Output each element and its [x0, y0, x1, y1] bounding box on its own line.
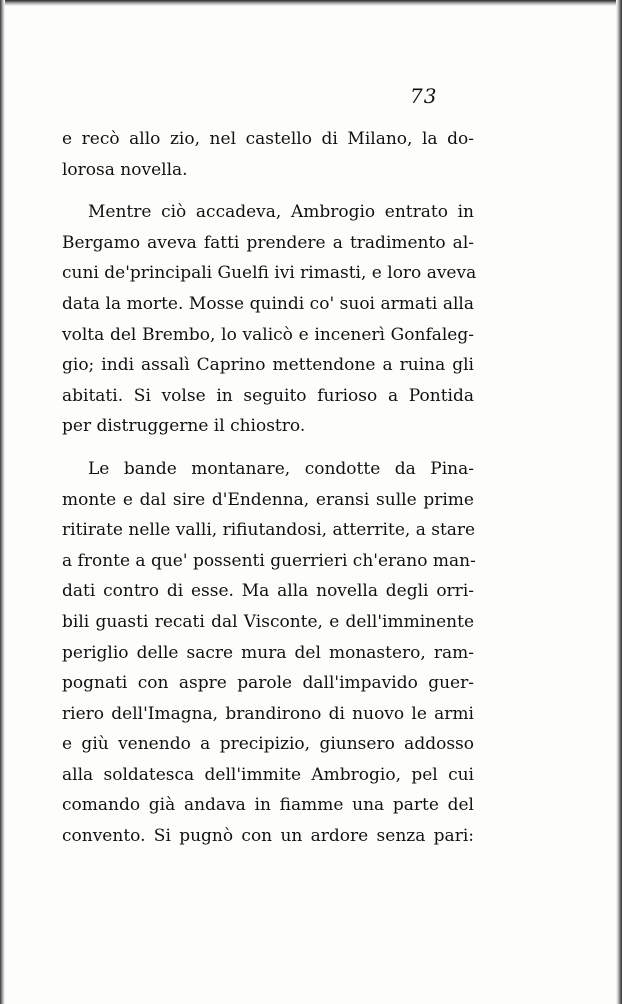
text-line: Bergamo aveva fatti prendere a tradimento al- [62, 232, 474, 253]
text-line: periglio delle sacre mura del monastero, ram- [62, 642, 474, 663]
text-line: convento. Si pugnò con un ardore senza pari: [62, 826, 474, 847]
text-line: pognati con aspre parole dall'impavido guer- [62, 673, 474, 694]
text-line: Le bande montanare, condotte da Pina- [88, 458, 474, 479]
body-text [62, 124, 477, 852]
text-line: bili guasti recati dal Visconte, e dell'imminente [62, 611, 474, 632]
text-line: ritirate nelle valli, rifiutandosi, atterrite, a stare [62, 520, 476, 541]
text-line: comando già andava in fiamme una parte del [62, 795, 474, 816]
text-line: lorosa novella. [62, 159, 188, 180]
page-top-shadow [0, 0, 622, 6]
page-left-shadow [0, 0, 5, 1004]
text-line: per distruggerne il chiostro. [62, 416, 306, 437]
paragraph-gap [62, 442, 474, 454]
text-line: monte e dal sire d'Endenna, eransi sulle prime [62, 489, 474, 510]
text-line: volta del Brembo, lo valicò e incenerì Gonfaleg- [62, 324, 474, 345]
paragraph-gap [62, 185, 474, 197]
text-line: cuni de'principali Guelfi ivi rimasti, e loro aveva [62, 263, 477, 284]
text-line: alla soldatesca dell'immite Ambrogio, pel cui [62, 764, 474, 785]
text-line: gio; indi assalì Caprino mettendone a ruina gli [62, 355, 474, 376]
text-line: Mentre ciò accadeva, Ambrogio entrato in [88, 202, 474, 223]
text-line: dati contro di esse. Ma alla novella degli orri- [62, 581, 474, 602]
page-number: 73 [410, 84, 438, 108]
page-right-shadow [616, 0, 622, 1004]
text-line: riero dell'Imagna, brandirono di nuovo le armi [62, 703, 474, 724]
text-line: a fronte a que' possenti guerrieri ch'erano man- [62, 550, 476, 571]
text-line: data la morte. Mosse quindi co' suoi armati alla [62, 293, 474, 314]
text-line: e recò allo zio, nel castello di Milano, la do- [62, 129, 474, 149]
text-line: e giù venendo a precipizio, giunsero addosso [62, 734, 474, 755]
text-line: abitati. Si volse in seguito furioso a Pontida [62, 385, 474, 406]
